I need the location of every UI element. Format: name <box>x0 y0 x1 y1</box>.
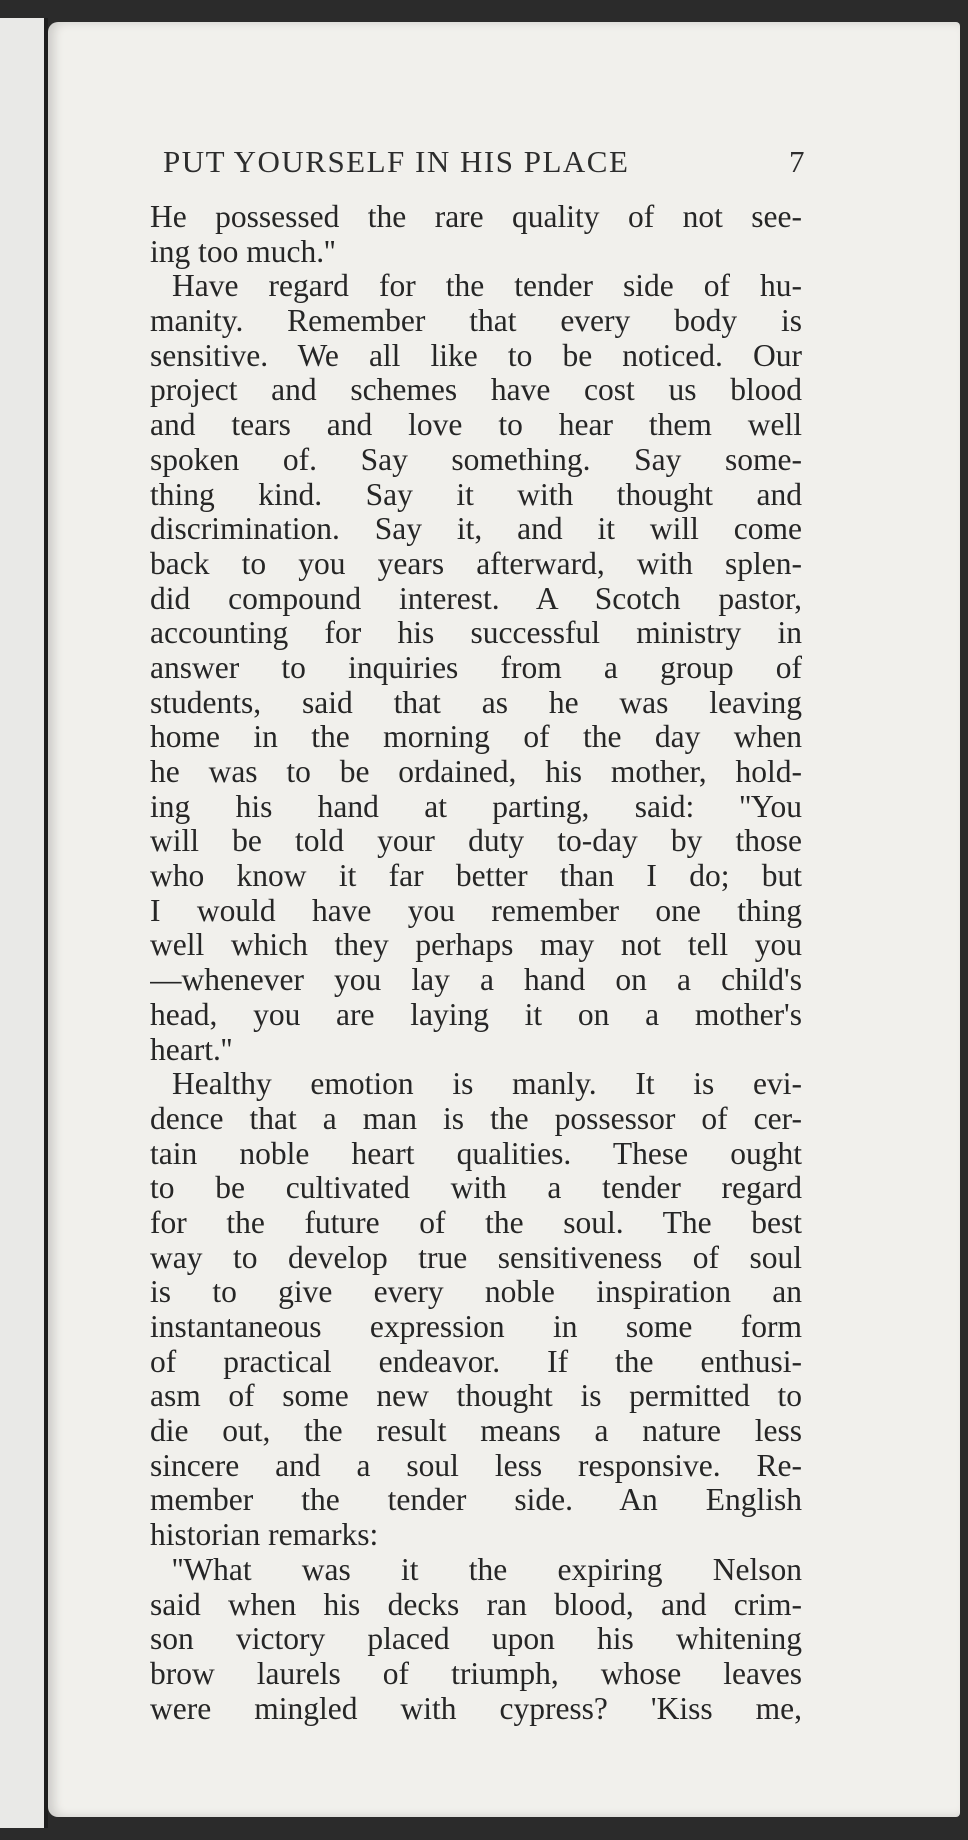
text-line: I would have you remember one thing <box>150 893 802 928</box>
text-line: ''What was it the expiring Nelson <box>172 1552 802 1587</box>
text-line: historian remarks: <box>150 1518 379 1553</box>
text-line: heart.'' <box>150 1032 233 1067</box>
text-line: He possessed the rare quality of not see- <box>150 200 802 234</box>
text-line: Have regard for the tender side of hu- <box>172 269 802 304</box>
text-line: spoken of. Say something. Say some- <box>150 442 802 477</box>
text-line: answer to inquiries from a group of <box>150 650 802 685</box>
text-line: ing his hand at parting, said: ''You <box>150 789 802 824</box>
facing-page-edge <box>0 18 48 1828</box>
text-line: sensitive. We all like to be noticed. Our <box>150 338 802 373</box>
text-line: home in the morning of the day when <box>150 720 802 755</box>
text-line: tain noble heart qualities. These ought <box>150 1136 802 1171</box>
text-line: brow laurels of triumph, whose leaves <box>150 1656 802 1691</box>
text-line: die out, the result means a nature less <box>150 1414 802 1449</box>
page-number: 7 <box>789 144 806 179</box>
text-line: students, said that as he was leaving <box>150 685 802 720</box>
text-line: well which they perhaps may not tell you <box>150 928 802 963</box>
running-header <box>163 144 806 180</box>
text-line: —whenever you lay a hand on a child's <box>150 963 802 998</box>
text-line: instantaneous expression in some form <box>150 1310 802 1344</box>
text-line: project and schemes have cost us blood <box>150 373 802 408</box>
text-line: discrimination. Say it, and it will come <box>150 512 802 547</box>
text-line: were mingled with cypress? 'Kiss me, <box>150 1691 802 1726</box>
text-line: of practical endeavor. If the enthusi- <box>150 1344 802 1379</box>
text-line: to be cultivated with a tender regard <box>150 1171 802 1206</box>
text-line: asm of some new thought is permitted to <box>150 1379 802 1414</box>
text-line: back to you years afterward, with splen- <box>150 546 802 581</box>
text-line: ing too much.'' <box>150 234 336 269</box>
text-line: said when his decks ran blood, and crim- <box>150 1587 802 1622</box>
text-line: head, you are laying it on a mother's <box>150 997 802 1032</box>
text-line: member the tender side. An English <box>150 1483 802 1518</box>
text-line: way to develop true sensitiveness of soul <box>150 1240 802 1275</box>
text-line: did compound interest. A Scotch pastor, <box>150 581 802 616</box>
text-line: for the future of the soul. The best <box>150 1205 802 1240</box>
body-text <box>150 200 802 1726</box>
text-line: Healthy emotion is manly. It is evi- <box>172 1067 802 1102</box>
text-line: and tears and love to hear them well <box>150 408 802 443</box>
text-line: thing kind. Say it with thought and <box>150 477 802 512</box>
text-line: son victory placed upon his whitening <box>150 1622 802 1657</box>
text-line: dence that a man is the possessor of cer- <box>150 1101 802 1136</box>
text-line: sincere and a soul less responsive. Re- <box>150 1448 802 1483</box>
text-line: will be told your duty to-day by those <box>150 824 802 859</box>
running-title: PUT YOURSELF IN HIS PLACE <box>163 144 630 179</box>
text-line: accounting for his successful ministry in <box>150 616 802 651</box>
text-line: manity. Remember that every body is <box>150 304 802 339</box>
text-line: is to give every noble inspiration an <box>150 1275 802 1310</box>
text-line: who know it far better than I do; but <box>150 859 802 894</box>
text-line: he was to be ordained, his mother, hold- <box>150 755 802 789</box>
